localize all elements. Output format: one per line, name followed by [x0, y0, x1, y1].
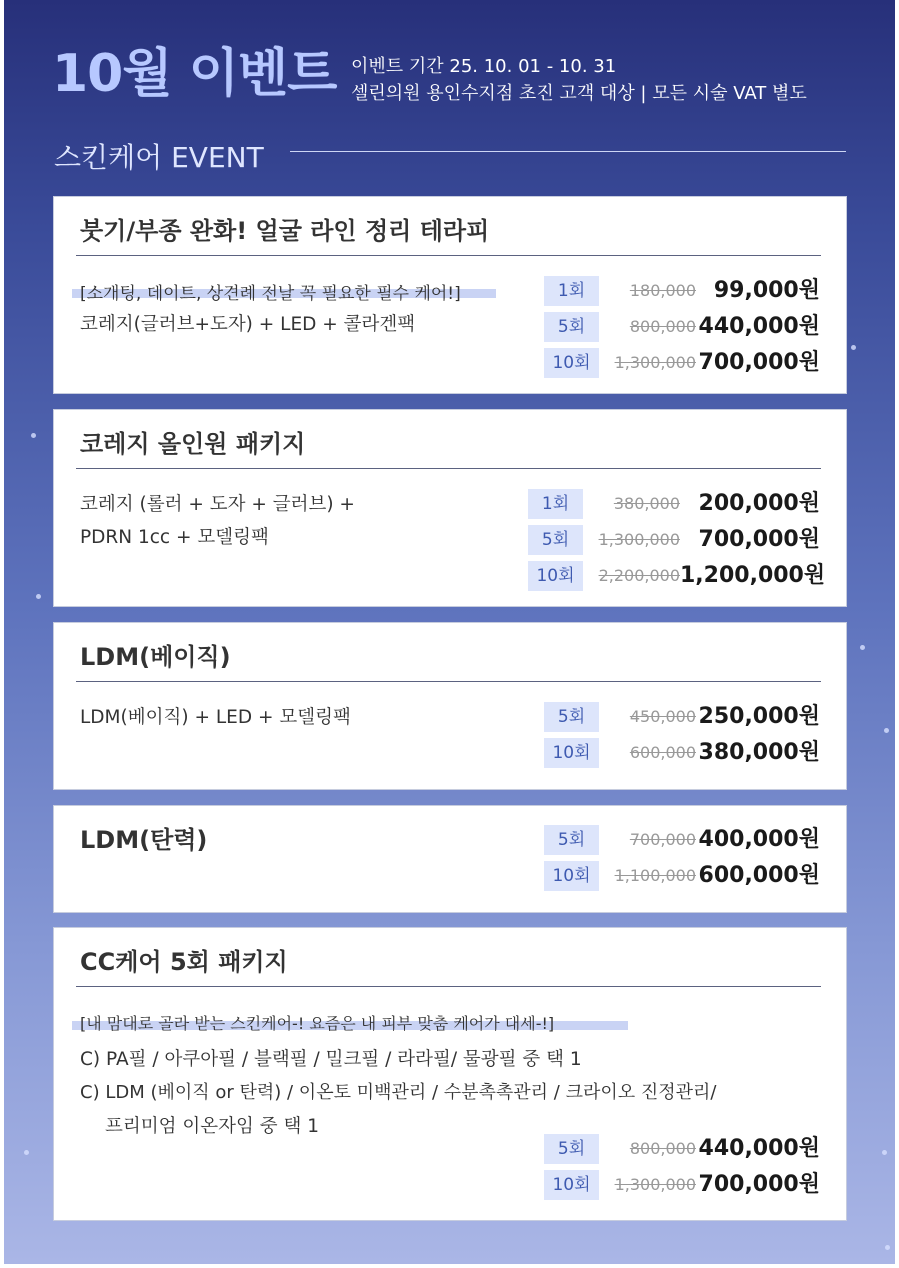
session-badge: 5회: [544, 1134, 599, 1164]
sale-price: 400,000원: [698, 827, 820, 852]
session-badge: 1회: [544, 276, 599, 306]
sparkle-icon: [31, 433, 36, 438]
price-row: [544, 1170, 824, 1200]
page-title: 10월 이벤트: [52, 44, 337, 104]
original-price: 1,300,000: [598, 530, 680, 549]
event-card: [53, 622, 847, 790]
original-price: 700,000: [629, 830, 696, 849]
sale-price: 700,000원: [698, 527, 820, 552]
card-divider: [76, 255, 821, 256]
price-row: [544, 276, 824, 306]
session-badge: 10회: [544, 861, 599, 891]
original-price: 1,100,000: [614, 866, 696, 885]
price-row: [544, 1134, 824, 1164]
session-badge: 10회: [544, 738, 599, 768]
price-row: [544, 348, 824, 378]
card-title: 붓기/부종 완화! 얼굴 라인 정리 테라피: [80, 217, 490, 245]
session-badge: 5회: [544, 312, 599, 342]
session-badge: 5회: [544, 825, 599, 855]
sale-price: 200,000원: [698, 491, 820, 516]
original-price: 180,000: [629, 281, 696, 300]
sale-price: 380,000원: [698, 740, 820, 765]
section-divider: [290, 151, 846, 152]
sale-price: 250,000원: [698, 704, 820, 729]
price-row: [544, 861, 824, 891]
session-badge: 1회: [528, 489, 583, 519]
sparkle-icon: [882, 1150, 887, 1155]
event-poster: [4, 0, 895, 1264]
session-badge: 5회: [528, 525, 583, 555]
original-price: 2,200,000: [598, 566, 680, 585]
sale-price: 1,200,000원: [680, 563, 826, 588]
session-badge: 10회: [544, 348, 599, 378]
card-description: 코레지(글러브+도자) + LED + 콜라겐팩: [80, 314, 416, 335]
card-title: 코레지 올인원 패키지: [80, 430, 306, 458]
card-description: LDM(베이직) + LED + 모델링팩: [80, 707, 351, 728]
event-notice: 셀린의원 용인수지점 초진 고객 대상 | 모든 시술 VAT 별도: [351, 83, 807, 104]
original-price: 1,300,000: [614, 1175, 696, 1194]
event-card: [53, 409, 847, 607]
sale-price: 600,000원: [698, 863, 820, 888]
card-description: PDRN 1cc + 모델링팩: [80, 527, 269, 548]
card-description: C) PA필 / 아쿠아필 / 블랙필 / 밀크필 / 라라필/ 물광필 중 택 1: [80, 1049, 582, 1070]
price-row: [528, 525, 824, 555]
original-price: 380,000: [613, 494, 680, 513]
price-row: [544, 738, 824, 768]
card-highlight: [소개팅, 데이트, 상견례 전날 꼭 필요한 필수 케어!]: [80, 284, 461, 304]
section-title: 스킨케어 EVENT: [54, 141, 264, 174]
card-title: LDM(탄력): [80, 826, 208, 854]
sale-price: 99,000원: [713, 278, 820, 303]
price-row: [544, 825, 824, 855]
session-badge: 5회: [544, 702, 599, 732]
card-description: 프리미엄 이온자임 중 택 1: [105, 1116, 320, 1137]
sparkle-icon: [24, 1150, 29, 1155]
card-description: C) LDM (베이직 or 탄력) / 이온토 미백관리 / 수분촉촉관리 / 크라이오 진정관리/: [80, 1082, 717, 1103]
card-highlight: [내 맘대로 골라 받는 스킨케어-! 요즘은 내 피부 맞춤 케어가 대세-!]: [80, 1014, 555, 1033]
card-title: CC케어 5회 패키지: [80, 948, 288, 976]
event-period: 이벤트 기간 25. 10. 01 - 10. 31: [351, 56, 617, 77]
sparkle-icon: [36, 594, 41, 599]
card-title: LDM(베이직): [80, 643, 231, 671]
card-divider: [76, 986, 821, 987]
sale-price: 440,000원: [698, 314, 820, 339]
sale-price: 700,000원: [698, 1172, 820, 1197]
session-badge: 10회: [544, 1170, 599, 1200]
event-card: [53, 927, 847, 1221]
original-price: 800,000: [629, 1139, 696, 1158]
event-card: [53, 196, 847, 394]
original-price: 800,000: [629, 317, 696, 336]
event-card: [53, 805, 847, 913]
original-price: 450,000: [629, 707, 696, 726]
sparkle-icon: [860, 645, 865, 650]
original-price: 1,300,000: [614, 353, 696, 372]
price-row: [544, 312, 824, 342]
price-row: [544, 702, 824, 732]
price-row: [528, 561, 824, 591]
price-row: [528, 489, 824, 519]
original-price: 600,000: [629, 743, 696, 762]
sparkle-icon: [884, 728, 889, 733]
sparkle-icon: [851, 345, 856, 350]
card-description: 코레지 (롤러 + 도자 + 글러브) +: [80, 494, 355, 515]
session-badge: 10회: [528, 561, 583, 591]
card-divider: [76, 468, 821, 469]
sale-price: 440,000원: [698, 1136, 820, 1161]
card-divider: [76, 681, 821, 682]
sparkle-icon: [885, 1245, 890, 1250]
sale-price: 700,000원: [698, 350, 820, 375]
